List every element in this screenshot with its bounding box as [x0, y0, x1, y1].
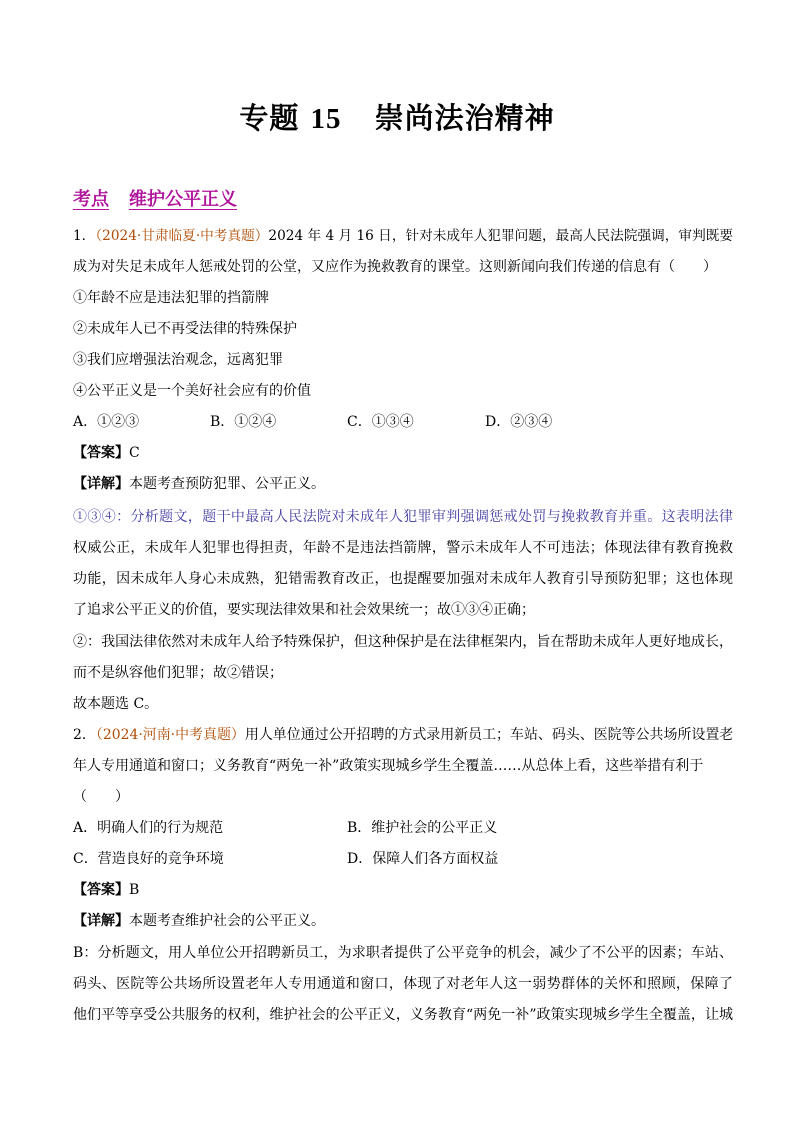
q2-detail-3: 他们平等享受公共服务的权利，维护社会的公平正义，义务教育“两免一补”政策实现城乡学生全覆盖，让城: [73, 1007, 733, 1023]
q1-statement-3: ③我们应增强法治观念，远离犯罪: [73, 352, 283, 368]
q2-option-b: B．维护社会的公平正义: [347, 820, 498, 836]
q1-option-a: A．①②③: [73, 414, 140, 430]
q1-stem-line-1: 1．（2024·甘肃临夏·中考真题）2024 年 4 月 16 日，针对未成年人犯罪问题，最高人民法院强调，审判既要: [73, 228, 734, 244]
q1-detail-6: 而不是纵容他们犯罪；故②错误；: [73, 665, 283, 681]
q2-option-c: C．营造良好的竞争环境: [73, 851, 224, 867]
q2-explanation: 【详解】本题考查维护社会的公平正义。: [73, 913, 325, 929]
q1-option-c: C．①③④: [347, 414, 414, 430]
section-heading: [73, 185, 237, 211]
q1-detail-7: 故本题选 C。: [73, 696, 159, 712]
q1-statement-1: ①年龄不应是违法犯罪的挡箭牌: [73, 290, 269, 306]
page-title: [0, 96, 794, 137]
q2-detail-1: B：分析题文，用人单位公开招聘新员工，为求职者提供了公平竞争的机会，减少了不公平的因素；车站、: [73, 945, 733, 961]
q1-option-d: D．②③④: [485, 414, 553, 430]
title-label: 专题: [239, 101, 300, 135]
q1-detail-3: 功能，因未成年人身心未成熟，犯错需教育改正，也提醒要加强对未成年人教育引导预防犯罪；这也体现: [73, 571, 733, 587]
q1-detail-2: 权威公正，未成年人犯罪也得担责，年龄不是违法挡箭牌，警示未成年人不可违法；体现法律有教育挽救: [73, 540, 733, 556]
q2-stem-line-1: 2．（2024·河南·中考真题）用人单位通过公开招聘的方式录用新员工；车站、码头、医院等公共场所设置老: [73, 727, 734, 743]
q2-option-a: A．明确人们的行为规范: [73, 820, 224, 836]
q1-answer: 【答案】C: [73, 445, 140, 461]
q1-source: （2024·甘肃临夏·中考真题）: [95, 228, 269, 244]
q1-stem-line-2: 成为对失足未成年人惩戒处罚的公堂，又应作为挽救教育的课堂。这则新闻向我们传递的信息有（ ）: [73, 259, 717, 275]
q1-statement-4: ④公平正义是一个美好社会应有的价值: [73, 383, 311, 399]
q1-detail-5: ②：我国法律依然对未成年人给予特殊保护，但这种保护是在法律框架内，旨在帮助未成年人更好地成长，: [73, 634, 733, 650]
section-label: 考点: [73, 189, 109, 210]
q2-source: （2024·河南·中考真题）: [95, 727, 245, 743]
q1-detail-4: 了追求公平正义的价值，要实现法律效果和社会效果统一；故①③④正确；: [73, 602, 535, 618]
q2-detail-2: 码头、医院等公共场所设置老年人专用通道和窗口，体现了对老年人这一弱势群体的关怀和照顾，保障了: [73, 976, 733, 992]
q2-answer: 【答案】B: [73, 882, 140, 898]
title-number: 15: [310, 103, 342, 135]
q2-stem-line-2: 年人专用通道和窗口；义务教育“两免一补”政策实现城乡学生全覆盖……从总体上看，这些举措有利于: [73, 758, 704, 774]
section-title: 维护公平正义: [129, 189, 237, 210]
q2-stem-line-3: （ ）: [73, 789, 129, 805]
q1-option-b: B．①②④: [210, 414, 277, 430]
q1-statement-2: ②未成年人已不再受法律的特殊保护: [73, 321, 297, 337]
q1-explanation: 【详解】本题考查预防犯罪、公平正义。: [73, 476, 325, 492]
q2-option-d: D．保障人们各方面权益: [347, 851, 499, 867]
title-text: 崇尚法治精神: [374, 101, 555, 135]
q1-detail-1: ①③④：分析题文，题干中最高人民法院对未成年人犯罪审判强调惩戒处罚与挽救教育并重。这表明法律: [73, 509, 733, 525]
